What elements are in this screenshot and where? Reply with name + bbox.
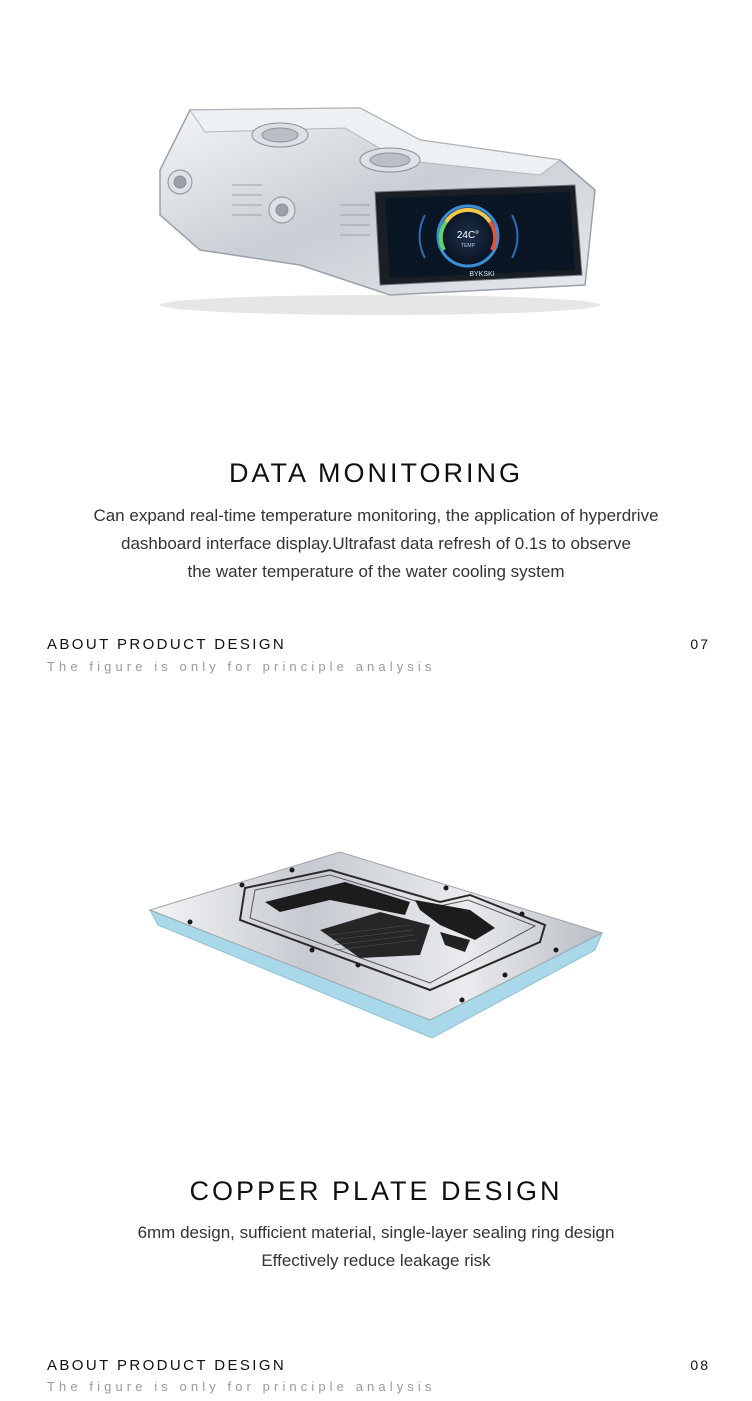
description-line: the water temperature of the water cooling system	[187, 562, 565, 581]
page-number: 08	[690, 1357, 710, 1373]
about-heading: ABOUT PRODUCT DESIGN	[47, 636, 287, 653]
section-title-data-monitoring: DATA MONITORING	[228, 458, 523, 488]
section-description	[40, 1219, 712, 1275]
description-line: Effectively reduce leakage risk	[261, 1251, 491, 1270]
screen-temp: 24C°	[456, 230, 480, 241]
about-subtitle: The figure is only for principle analysis	[47, 1379, 436, 1394]
screen-brand: BYKSKI	[469, 271, 495, 278]
copper-plate-image	[0, 840, 752, 1060]
description-line: 6mm design, sufficient material, single-layer sealing ring design	[137, 1223, 615, 1242]
water-block-image	[0, 0, 752, 360]
about-heading: ABOUT PRODUCT DESIGN	[47, 1357, 287, 1374]
description-line: dashboard interface display.Ultrafast data refresh of 0.1s to observe	[121, 534, 631, 553]
page-number: 07	[690, 636, 710, 652]
screen-temp-label: TEMP	[461, 243, 475, 249]
description-line: Can expand real-time temperature monitoring, the application of hyperdrive	[93, 506, 659, 525]
section-title-copper-plate-design: COPPER PLATE DESIGN	[189, 1176, 563, 1206]
about-subtitle: The figure is only for principle analysis	[47, 659, 436, 674]
section-description	[40, 502, 712, 586]
